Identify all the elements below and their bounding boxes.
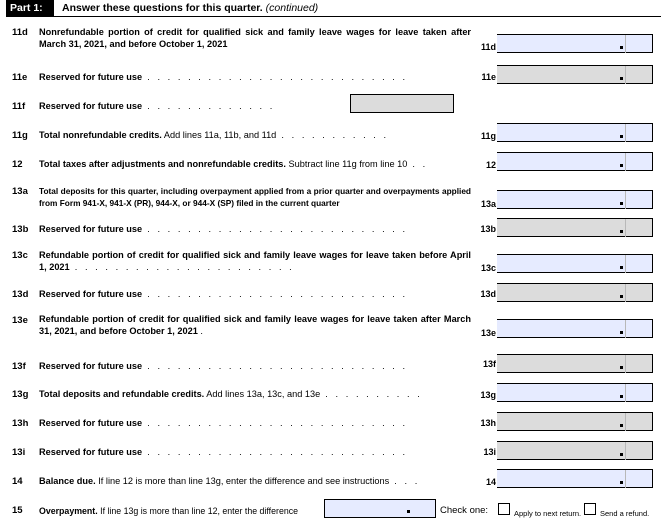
- line-description: Total deposits for this quarter, including overpayment applied from a prior quarter and overpayments applied from Form 941-X, 941-X (PR), 944-X, or 944-X (SP) filed in the current quarter: [39, 186, 471, 208]
- line-ref: 13f: [482, 359, 496, 369]
- line-number: 13a: [12, 186, 28, 197]
- amount-input-14[interactable]: [497, 469, 653, 488]
- decimal-point: [620, 230, 623, 233]
- line-number: 13e: [12, 315, 28, 326]
- amount-input-13g[interactable]: [497, 383, 653, 402]
- decimal-point: [620, 453, 623, 456]
- line-number: 13f: [12, 361, 26, 372]
- line-description: Refundable portion of credit for qualified sick and family leave wages for leave taken before April 1, 2021 . . . . . . . . . . . . . . . . . . . . . .: [39, 250, 471, 272]
- line-description: Reserved for future use . . . . . . . . . . . . . . . . . . . . . . . . . .: [39, 447, 406, 457]
- line-number: 14: [12, 476, 23, 487]
- line-description: Total deposits and refundable credits. Add lines 13a, 13c, and 13e . . . . . . . . . .: [39, 389, 420, 399]
- line-ref: 13a: [480, 199, 496, 209]
- line-ref: 13g: [480, 390, 496, 400]
- line-description: Overpayment. If line 13g is more than line 12, enter the difference: [39, 506, 299, 516]
- decimal-point: [620, 395, 623, 398]
- line-description: Reserved for future use . . . . . . . . . . . . . . . . . . . . . . . . . .: [39, 72, 406, 82]
- part-title-text: Answer these questions for this quarter.: [62, 2, 263, 14]
- amount-input-13i: [497, 441, 653, 460]
- amount-input-13h: [497, 412, 653, 431]
- amount-input-11d[interactable]: [497, 34, 653, 53]
- line-number: 13h: [12, 418, 29, 429]
- amount-input-11e: [497, 65, 653, 84]
- line-description: Total taxes after adjustments and nonrefundable credits. Subtract line 11g from line 10 . .: [39, 159, 426, 169]
- line-number: 12: [12, 159, 23, 170]
- decimal-point: [620, 366, 623, 369]
- send-refund-label: Send a refund.: [600, 509, 650, 518]
- line-description: Total nonrefundable credits. Add lines 11a, 11b, and 11d . . . . . . . . . . .: [39, 130, 387, 140]
- line-number: 13i: [12, 447, 26, 458]
- line-description: Reserved for future use . . . . . . . . . . . . . . . . . . . . . . . . . .: [39, 418, 406, 428]
- amount-input-11g[interactable]: [497, 123, 653, 142]
- apply-to-next-return-label: Apply to next return.: [514, 509, 582, 518]
- apply-to-next-return-checkbox[interactable]: [498, 503, 510, 515]
- amount-input-15[interactable]: [324, 499, 436, 518]
- line-number: 13b: [12, 224, 29, 235]
- part-title-suffix: (continued): [265, 2, 319, 14]
- decimal-point: [620, 77, 623, 80]
- line-description: Reserved for future use . . . . . . . . . . . . .: [39, 101, 273, 111]
- decimal-point: [620, 266, 623, 269]
- line-number: 11f: [12, 101, 26, 112]
- amount-input-13c[interactable]: [497, 254, 653, 273]
- line-ref: 13e: [480, 328, 496, 338]
- check-one-label: Check one:: [440, 505, 489, 516]
- decimal-point: [620, 424, 623, 427]
- part-header: [6, 0, 661, 17]
- line-ref: 13i: [483, 447, 496, 457]
- line-description: Reserved for future use . . . . . . . . . . . . . . . . . . . . . . . . . .: [39, 289, 406, 299]
- line-description: Reserved for future use . . . . . . . . . . . . . . . . . . . . . . . . . .: [39, 224, 406, 234]
- line-number: 11g: [12, 130, 28, 141]
- decimal-point: [620, 331, 623, 334]
- line-ref: 13b: [480, 224, 496, 234]
- line-ref: 12: [485, 160, 496, 170]
- decimal-point: [620, 481, 623, 484]
- decimal-point: [620, 202, 623, 205]
- decimal-point: [620, 46, 623, 49]
- line-ref: 14: [485, 477, 496, 487]
- line-ref: 11e: [481, 72, 496, 82]
- line-ref: 11g: [480, 131, 496, 141]
- send-refund-checkbox[interactable]: [584, 503, 596, 515]
- line-number: 11e: [12, 72, 28, 83]
- line-number: 11d: [12, 27, 28, 38]
- line-description: Nonrefundable portion of credit for qualified sick and family leave wages for leave taken after March 31, 2021, and before October 1, 2021: [39, 27, 471, 49]
- amount-input-13d: [497, 283, 653, 302]
- line-ref: 11d: [480, 42, 496, 52]
- line-number: 13d: [12, 289, 29, 300]
- amount-input-13b: [497, 218, 653, 237]
- amount-input-13a[interactable]: [497, 190, 653, 209]
- line-ref: 13c: [480, 263, 496, 273]
- decimal-point: [407, 510, 410, 513]
- part-title: [62, 0, 318, 16]
- amount-input-13e[interactable]: [497, 319, 653, 338]
- part-label: Part 1:: [6, 0, 54, 16]
- amount-input-12[interactable]: [497, 152, 653, 171]
- line-number: 15: [12, 505, 23, 516]
- reserved-box-11f: [350, 94, 454, 113]
- decimal-point: [620, 295, 623, 298]
- line-ref: 13h: [480, 418, 496, 428]
- line-number: 13g: [12, 389, 29, 400]
- amount-input-13f: [497, 354, 653, 373]
- line-number: 13c: [12, 250, 28, 261]
- decimal-point: [620, 164, 623, 167]
- decimal-point: [620, 135, 623, 138]
- line-ref: 13d: [480, 289, 496, 299]
- line-description: Reserved for future use . . . . . . . . . . . . . . . . . . . . . . . . . .: [39, 361, 406, 371]
- line-description: Refundable portion of credit for qualified sick and family leave wages for leave taken after March 31, 2021, and before October 1, 2021 .: [39, 314, 471, 336]
- line-description: Balance due. If line 12 is more than line 13g, enter the difference and see instructions . . .: [39, 476, 418, 486]
